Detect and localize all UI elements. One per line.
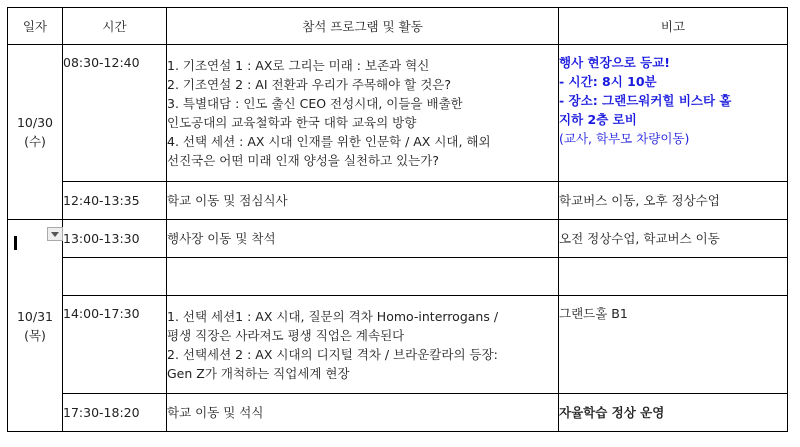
program-cell[interactable]: [167, 296, 559, 394]
note-line: 지하 2층 로비: [559, 112, 637, 127]
time-cell[interactable]: [63, 258, 167, 296]
note-cell[interactable]: [559, 258, 788, 296]
header-note: 비고: [559, 8, 788, 45]
header-day: 일자: [8, 8, 63, 45]
schedule-table: [7, 7, 788, 432]
table-row: [8, 258, 788, 296]
time-cell[interactable]: 14:00-17:30: [63, 296, 167, 394]
program-cell[interactable]: 학교 이동 및 석식: [167, 394, 559, 432]
program-cell[interactable]: 행사장 이동 및 착석: [167, 220, 559, 258]
time-cell[interactable]: 08:30-12:40: [63, 45, 167, 182]
table-row: [8, 45, 788, 182]
note-cell[interactable]: 오전 정상수업, 학교버스 이동: [559, 220, 788, 258]
cell-dropdown-button[interactable]: [47, 227, 63, 241]
program-cell[interactable]: [167, 258, 559, 296]
program-line: 2. 선택세션 2 : AX 시대의 디지털 격차 / 브라운칼라의 등장:: [167, 346, 498, 362]
note-line: (교사, 학부모 차량이동): [559, 131, 690, 146]
day-cell-1030[interactable]: [8, 45, 63, 220]
program-line: Gen Z가 개척하는 직업세계 현장: [167, 365, 350, 381]
day-cell-1031[interactable]: [8, 220, 63, 432]
note-cell[interactable]: [559, 45, 788, 182]
note-cell[interactable]: 자율학습 정상 운영: [559, 394, 788, 432]
weekday-label: (목): [24, 327, 46, 343]
note-line: 행사 현장으로 등교!: [559, 55, 671, 70]
program-line: 인도공대의 교육철학과 한국 대학 교육의 방향: [167, 115, 417, 130]
program-line: 2. 기조연설 2 : AI 전환과 우리가 주목해야 할 것은?: [167, 77, 451, 92]
header-row: [8, 8, 788, 45]
date-label: 10/30: [16, 115, 54, 130]
program-line: 선진국은 어떤 미래 인재 양성을 실천하고 있는가?: [167, 153, 439, 168]
table-row: [8, 394, 788, 432]
table-row: [8, 182, 788, 220]
program-line: 1. 선택 세션1 : AX 시대, 질문의 격차 Homo-interrogans /: [167, 308, 499, 324]
program-line: 1. 기조연설 1 : AX로 그리는 미래 : 보존과 혁신: [167, 58, 430, 73]
text-cursor: [14, 236, 17, 250]
program-cell[interactable]: 학교 이동 및 점심식사: [167, 182, 559, 220]
time-cell[interactable]: 13:00-13:30: [63, 220, 167, 258]
date-label: 10/31: [16, 308, 54, 324]
header-time: 시간: [63, 8, 167, 45]
time-cell[interactable]: 17:30-18:20: [63, 394, 167, 432]
program-line: 4. 선택 세션 : AX 시대 인재를 위한 인문학 / AX 시대, 해외: [167, 134, 491, 149]
note-line: - 시간: 8시 10분: [559, 74, 657, 89]
note-cell[interactable]: 그랜드홀 B1: [559, 296, 788, 394]
program-cell[interactable]: [167, 45, 559, 182]
header-program: 참석 프로그램 및 활동: [167, 8, 559, 45]
weekday-label: (수): [24, 134, 46, 149]
program-line: 3. 특별대담 : 인도 출신 CEO 전성시대, 이들을 배출한: [167, 96, 463, 111]
note-line: - 장소: 그랜드워커힐 비스타 홀: [559, 93, 732, 108]
table-row: [8, 296, 788, 394]
table-row: [8, 220, 788, 258]
note-cell[interactable]: 학교버스 이동, 오후 정상수업: [559, 182, 788, 220]
program-line: 평생 직장은 사라져도 평생 직업은 계속된다: [167, 327, 405, 343]
time-cell[interactable]: 12:40-13:35: [63, 182, 167, 220]
